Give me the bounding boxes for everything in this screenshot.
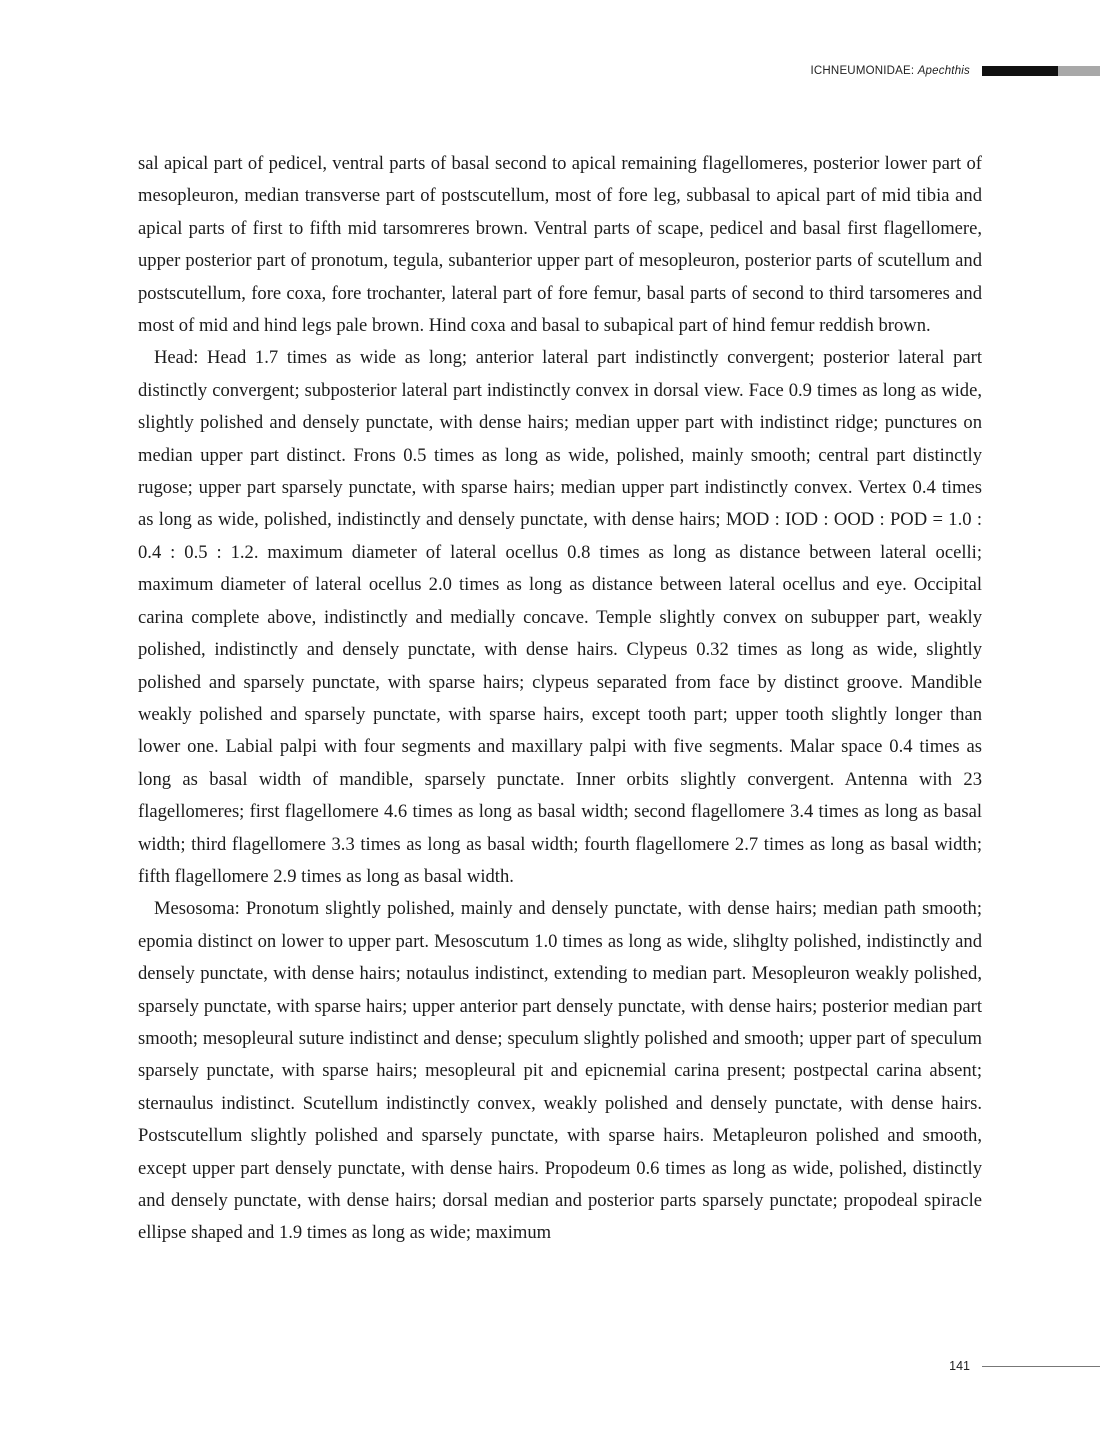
header-bar-light: [1058, 66, 1100, 76]
running-head-title: [811, 65, 970, 77]
header-bar-dark: [982, 66, 1058, 76]
paragraph-head: Head: Head 1.7 times as wide as long; anterior lateral part indistinctly convergent; posterior lateral part distinctly convergent; subposterior lateral part indistinctly convex in dorsal view. Face 0.9 times as long as wide, slightly polished and densely punctate, with dense hairs; median upper part with indistinct ridge; punctures on median upper part distinct. Frons 0.5 times as long as wide, polished, mainly smooth; central part distinctly rugose; upper part sparsely punctate, with sparse hairs; median upper part indistinctly convex. Vertex 0.4 times as long as wide, polished, indistinctly and densely punctate, with dense hairs; MOD : IOD : OOD : POD = 1.0 : 0.4 : 0.5 : 1.2. maximum diameter of lateral ocellus 0.8 times as long as distance between lateral ocelli; maximum diameter of lateral ocellus 2.0 times as long as distance between lateral ocellus and eye. Occipital carina complete above, indistinctly and medially concave. Temple slightly convex on subupper part, weakly polished, indistinctly and densely punctate, with dense hairs. Clypeus 0.32 times as long as wide, slightly polished and sparsely punctate, with sparse hairs; clypeus separated from face by distinct groove. Mandible weakly polished and sparsely punctate, with sparse hairs, except tooth part; upper tooth slightly longer than lower one. Labial palpi with four segments and maxillary palpi with five segments. Malar space 0.4 times as long as basal width of mandible, sparsely punctate. Inner orbits slightly convergent. Antenna with 23 flagellomeres; first flagellomere 4.6 times as long as basal width; second flagellomere 3.4 times as long as basal width; third flagellomere 3.3 times as long as basal width; fourth flagellomere 2.7 times as long as basal width; fifth flagellomere 2.9 times as long as basal width.: [138, 347, 982, 887]
paragraph-mesosoma: Mesosoma: Pronotum slightly polished, mainly and densely punctate, with dense hairs; median path smooth; epomia distinct on lower to upper part. Mesoscutum 1.0 times as long as wide, slihglty polished, indistinctly and densely punctate, with dense hairs; notaulus indistinct, extending to median part. Mesopleuron weakly polished, sparsely punctate, with sparse hairs; upper anterior part densely punctate, with dense hairs; posterior median part smooth; mesopleural suture indistinct and dense; speculum slightly polished and smooth; upper part of speculum sparsely punctate, with sparse hairs; mesopleural pit and epicnemial carina present; postpectal carina absent; sternaulus indistinct. Scutellum indistinctly convex, weakly polished and densely punctate, with dense hairs. Postscutellum slightly polished and sparsely punctate, with sparse hairs. Metapleuron polished and smooth, except upper part densely punctate, with dense hairs. Propodeum 0.6 times as long as wide, polished, distinctly and densely punctate, with dense hairs; dorsal median and posterior parts sparsely punctate; propodeal spiracle ellipse shaped and 1.9 times as long as wide; maximum: [138, 898, 982, 1244]
paragraph-coloration: sal apical part of pedicel, ventral parts of basal second to apical remaining flagellomeres, posterior lower part of mesopleuron, median transverse part of postscutellum, most of fore leg, subbasal to apical part of mid tibia and apical parts of first to fifth mid tarsomreres brown. Ventral parts of scape, pedicel and basal first flagellomere, upper posterior part of pronotum, tegula, subanterior upper part of mesopleuron, posterior parts of scutellum and postscutellum, fore coxa, fore trochanter, lateral part of fore femur, basal parts of second to third tarsomeres and most of mid and hind legs pale brown. Hind coxa and basal to subapical part of hind femur reddish brown.: [138, 153, 982, 337]
running-head: [811, 64, 1100, 78]
footer-rule: [982, 1366, 1100, 1367]
running-head-genus: Apechthis: [917, 65, 970, 77]
page-footer: [949, 1359, 1100, 1373]
running-head-family: ICHNEUMONIDAE:: [810, 65, 918, 77]
body-text: [138, 148, 982, 1250]
page-number: 141: [949, 1359, 970, 1373]
